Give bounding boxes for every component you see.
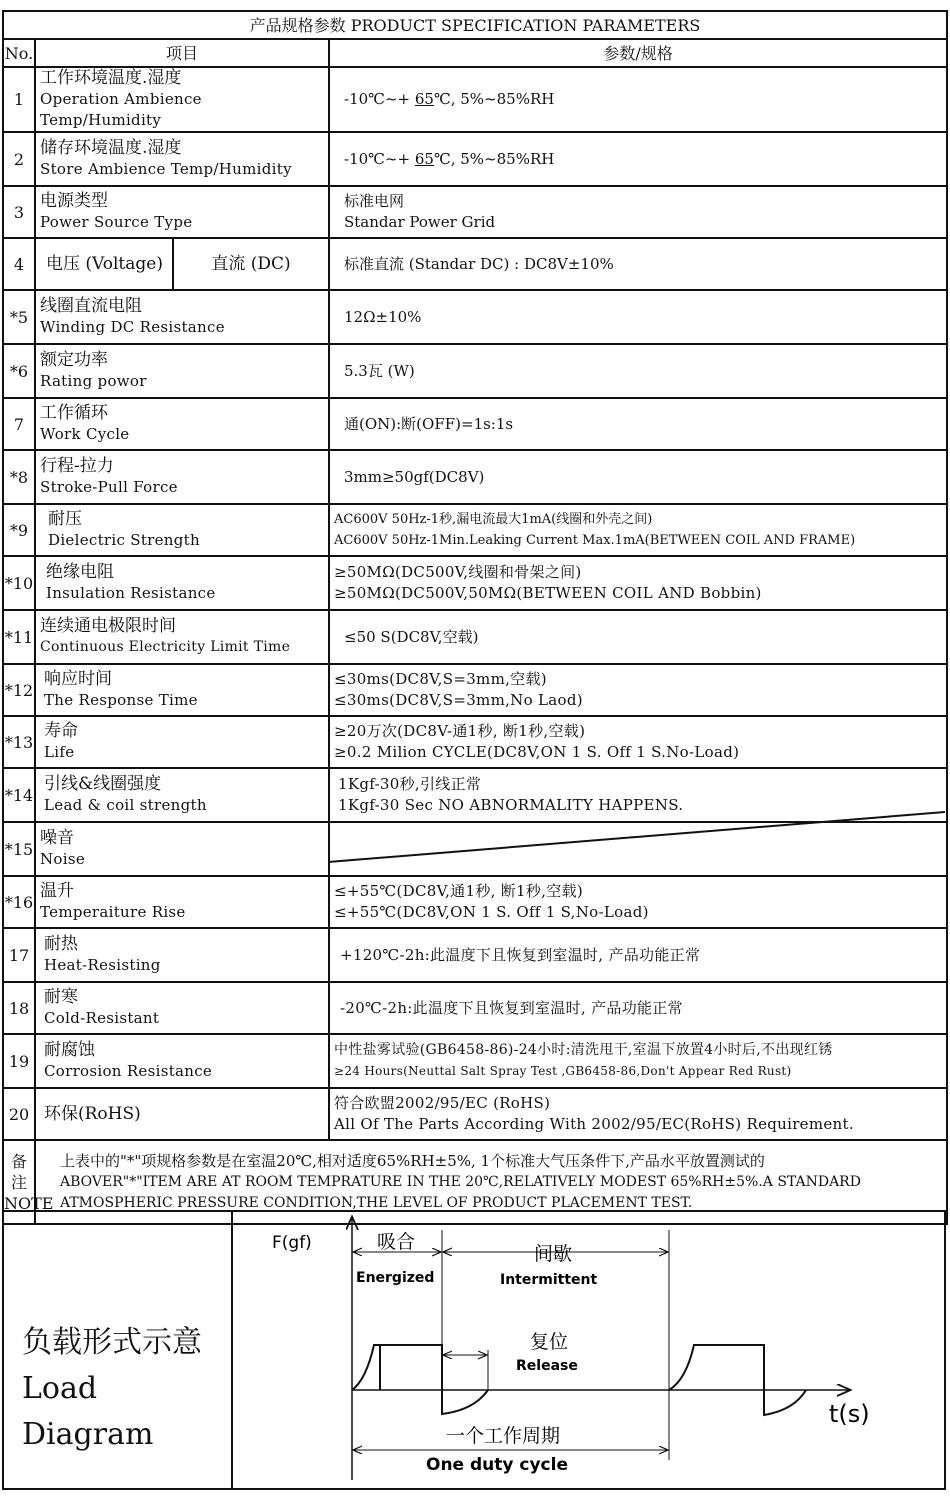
spec-line: AC600V 50Hz-1Min.Leaking Current Max.1mA(BETWEEN COIL AND FRAME) bbox=[334, 533, 856, 548]
note-line: ABOVER"*"ITEM ARE AT ROOM TEMPRATURE IN THE 20℃,RELATIVELY MODEST 65%RH±5%.A STANDARD bbox=[60, 1173, 861, 1190]
note-label-cn: 备注 bbox=[10, 1151, 27, 1192]
item-en: The Response Time bbox=[44, 691, 198, 709]
row-number: *10 bbox=[3, 556, 35, 610]
energized-label-cn: 吸合 bbox=[377, 1231, 416, 1253]
item-en: Temperaiture Rise bbox=[40, 903, 186, 921]
table-row bbox=[3, 716, 947, 768]
row-spec bbox=[329, 504, 947, 556]
row-spec bbox=[329, 132, 947, 186]
spec-line: 标准直流 (Standar DC) : DC8V±10% bbox=[344, 254, 614, 273]
row-spec bbox=[329, 450, 947, 504]
spec-text: -10℃~+ bbox=[344, 90, 415, 108]
row-item bbox=[35, 344, 329, 398]
row-item bbox=[35, 610, 329, 664]
row-number: *16 bbox=[3, 876, 35, 928]
item-en: Store Ambience Temp/Humidity bbox=[40, 160, 292, 178]
item-cn: 工作环境温度.湿度 bbox=[40, 68, 182, 88]
row-number: 7 bbox=[3, 398, 35, 450]
item-en: Heat-Resisting bbox=[44, 956, 161, 974]
table-row bbox=[3, 398, 947, 450]
spec-line: AC600V 50Hz-1秒,漏电流最大1mA(线圈和外壳之间) bbox=[334, 512, 653, 527]
spec-line: 通(ON):断(OFF)=1s:1s bbox=[344, 414, 514, 433]
row-item bbox=[35, 716, 329, 768]
item-cn: 耐寒 bbox=[44, 987, 78, 1007]
table-row bbox=[3, 928, 947, 982]
row-spec bbox=[329, 876, 947, 928]
row-spec bbox=[329, 186, 947, 238]
table-row bbox=[3, 344, 947, 398]
item-cn: 电压 (Voltage) bbox=[46, 253, 163, 274]
release-label-cn: 复位 bbox=[530, 1331, 569, 1353]
spec-text-underlined: 65 bbox=[414, 149, 434, 168]
item-cn: 耐热 bbox=[44, 934, 78, 954]
row-item bbox=[35, 186, 329, 238]
table-row bbox=[3, 132, 947, 186]
item-en: Cold-Resistant bbox=[44, 1009, 160, 1027]
load-title-cn: 负载形式示意 bbox=[22, 1325, 202, 1360]
table-row bbox=[3, 876, 947, 928]
spec-line: ≥24 Hours(Neuttal Salt Spray Test ,GB6458-86,Don't Appear Red Rust) bbox=[334, 1064, 792, 1078]
row-number: *9 bbox=[3, 504, 35, 556]
load-diagram-chart bbox=[234, 1210, 944, 1486]
item-cn: 响应时间 bbox=[44, 669, 112, 689]
row-number: *6 bbox=[3, 344, 35, 398]
spec-line: 12Ω±10% bbox=[344, 307, 422, 326]
item-cn: 耐腐蚀 bbox=[44, 1040, 95, 1060]
spec-line: 1Kgf-30秒,引线正常 bbox=[338, 775, 482, 793]
row-spec bbox=[329, 610, 947, 664]
spec-line: ≥0.2 Milion CYCLE(DC8V,ON 1 S. Off 1 S.No-Load) bbox=[334, 743, 740, 761]
header-item: 项目 bbox=[35, 39, 329, 67]
row-item bbox=[35, 132, 329, 186]
item-cn: 连续通电极限时间 bbox=[40, 616, 176, 636]
spec-line: 3mm≥50gf(DC8V) bbox=[344, 467, 485, 486]
item-en: Corrosion Resistance bbox=[44, 1062, 213, 1080]
table-row bbox=[3, 450, 947, 504]
row-number: *13 bbox=[3, 716, 35, 768]
spec-line: ≤+55℃(DC8V,通1秒, 断1秒,空载) bbox=[334, 882, 584, 900]
energized-label-en: Energized bbox=[356, 1270, 435, 1286]
spec-line: ≤30ms(DC8V,S=3mm,No Laod) bbox=[334, 691, 583, 709]
table-row bbox=[3, 67, 947, 132]
row-item bbox=[35, 504, 329, 556]
row-item bbox=[35, 67, 329, 132]
header-spec: 参数/规格 bbox=[329, 39, 947, 67]
row-spec bbox=[329, 982, 947, 1034]
row-item bbox=[35, 398, 329, 450]
table-row bbox=[3, 186, 947, 238]
item-cn: 绝缘电阻 bbox=[46, 562, 114, 582]
spec-text: -10℃~+ bbox=[344, 149, 415, 168]
row-item bbox=[35, 556, 329, 610]
spec-line: ≥50MΩ(DC500V,50MΩ(BETWEEN COIL AND Bobbin) bbox=[334, 584, 762, 602]
item-en: Operation Ambience Temp/Humidity bbox=[40, 90, 202, 129]
row-spec bbox=[329, 928, 947, 982]
intermittent-label-cn: 间歇 bbox=[534, 1243, 573, 1265]
row-subitem bbox=[173, 238, 329, 290]
item-cn: 噪音 bbox=[40, 828, 74, 848]
table-row bbox=[3, 556, 947, 610]
row-number: 4 bbox=[3, 238, 35, 290]
row-item bbox=[35, 928, 329, 982]
row-item bbox=[35, 1088, 329, 1140]
row-spec bbox=[329, 716, 947, 768]
row-number: 17 bbox=[3, 928, 35, 982]
item-cn: 电源类型 bbox=[40, 191, 108, 211]
note-label-en: NOTE bbox=[4, 1193, 54, 1213]
row-number: 19 bbox=[3, 1034, 35, 1088]
item-cn: 线圈直流电阻 bbox=[40, 296, 142, 316]
note-line: ATMOSPHERIC PRESSURE CONDITION,THE LEVEL OF PRODUCT PLACEMENT TEST. bbox=[60, 1194, 693, 1211]
spec-text: ℃, 5%~85%RH bbox=[433, 90, 555, 108]
waveform-cycle-2 bbox=[669, 1345, 806, 1415]
row-spec bbox=[329, 290, 947, 344]
spec-text: ℃, 5%~85%RH bbox=[433, 149, 555, 168]
spec-line: ≤50 S(DC8V,空载) bbox=[344, 627, 479, 646]
table-row bbox=[3, 238, 947, 290]
row-number: *15 bbox=[3, 822, 35, 876]
item-en: Lead & coil strength bbox=[44, 796, 207, 814]
slash-line bbox=[328, 812, 945, 862]
row-item bbox=[35, 238, 173, 290]
item-en: Noise bbox=[40, 850, 86, 868]
spec-line: +120℃-2h:此温度下且恢复到室温时, 产品功能正常 bbox=[340, 945, 701, 964]
row-number: *14 bbox=[3, 768, 35, 822]
row-item bbox=[35, 876, 329, 928]
spec-line: ≥50MΩ(DC500V,线圈和骨架之间) bbox=[334, 563, 582, 581]
table-row bbox=[3, 1034, 947, 1088]
row-item bbox=[35, 450, 329, 504]
row-spec bbox=[329, 238, 947, 290]
row-item bbox=[35, 982, 329, 1034]
item-en: Insulation Resistance bbox=[46, 584, 216, 602]
noise-not-applicable-slash bbox=[328, 810, 945, 864]
table-row bbox=[3, 664, 947, 716]
item-cn: 引线&线圈强度 bbox=[44, 774, 162, 794]
row-number: *8 bbox=[3, 450, 35, 504]
release-label-en: Release bbox=[516, 1358, 578, 1374]
item-en: Life bbox=[44, 743, 75, 761]
spec-line: 符合欧盟2002/95/EC (RoHS) bbox=[334, 1094, 551, 1112]
spec-line: ≥20万次(DC8V-通1秒, 断1秒,空载) bbox=[334, 722, 586, 740]
item-cn: 储存环境温度.湿度 bbox=[40, 138, 182, 158]
row-spec bbox=[329, 344, 947, 398]
table-row bbox=[3, 982, 947, 1034]
intermittent-label-en: Intermittent bbox=[500, 1272, 598, 1288]
item-cn: 耐压 bbox=[48, 509, 82, 529]
row-item bbox=[35, 822, 329, 876]
item-cn: 寿命 bbox=[44, 721, 78, 741]
x-axis-label: t(s) bbox=[829, 1400, 870, 1428]
table-row bbox=[3, 610, 947, 664]
table-row bbox=[3, 504, 947, 556]
load-diagram-title bbox=[22, 1320, 232, 1458]
item-en: Dielectric Strength bbox=[48, 531, 200, 549]
row-number: 1 bbox=[3, 67, 35, 132]
spec-line: Standar Power Grid bbox=[344, 213, 496, 231]
row-number: *5 bbox=[3, 290, 35, 344]
spec-text-underlined: 65 bbox=[414, 90, 434, 108]
item-en: Power Source Type bbox=[40, 213, 193, 231]
row-spec bbox=[329, 398, 947, 450]
item-sub: 直流 (DC) bbox=[211, 253, 291, 274]
row-number: 18 bbox=[3, 982, 35, 1034]
item-cn: 行程-拉力 bbox=[40, 456, 114, 476]
row-number: 2 bbox=[3, 132, 35, 186]
item-en: Work Cycle bbox=[40, 425, 130, 443]
item-cn: 环保(RoHS) bbox=[44, 1103, 141, 1124]
item-en: Winding DC Resistance bbox=[40, 318, 225, 336]
spec-line: 1Kgf-30 Sec NO ABNORMALITY HAPPENS. bbox=[338, 796, 684, 814]
spec-line: ≤+55℃(DC8V,ON 1 S. Off 1 S,No-Load) bbox=[334, 903, 649, 921]
item-cn: 温升 bbox=[40, 881, 74, 901]
row-spec bbox=[329, 67, 947, 132]
spec-line: ≤30ms(DC8V,S=3mm,空载) bbox=[334, 670, 547, 688]
load-title-en: Load Diagram bbox=[22, 1371, 154, 1452]
row-spec bbox=[329, 1034, 947, 1088]
row-item bbox=[35, 768, 329, 822]
row-number: *12 bbox=[3, 664, 35, 716]
row-item bbox=[35, 1034, 329, 1088]
item-en: Rating powor bbox=[40, 372, 147, 390]
duty-cycle-label-en: One duty cycle bbox=[426, 1455, 568, 1475]
row-number: 3 bbox=[3, 186, 35, 238]
row-spec bbox=[329, 1088, 947, 1140]
row-item bbox=[35, 290, 329, 344]
row-spec bbox=[329, 664, 947, 716]
spec-line: 5.3瓦 (W) bbox=[344, 361, 415, 380]
row-item bbox=[35, 664, 329, 716]
row-number: *11 bbox=[3, 610, 35, 664]
row-number: 20 bbox=[3, 1088, 35, 1140]
item-en: Stroke-Pull Force bbox=[40, 478, 178, 496]
table-title: 产品规格参数 PRODUCT SPECIFICATION PARAMETERS bbox=[3, 11, 947, 39]
item-cn: 工作循环 bbox=[40, 403, 108, 423]
spec-line: 中性盐雾试验(GB6458-86)-24小时:清洗甩干,室温下放置4小时后,不出现红锈 bbox=[334, 1042, 833, 1058]
note-line: 上表中的"*"项规格参数是在室温20℃,相对适度65%RH±5%, 1个标准大气压条件下,产品水平放置测试的 bbox=[60, 1151, 765, 1170]
table-row bbox=[3, 290, 947, 344]
load-diagram-section bbox=[2, 1210, 946, 1490]
spec-line: -20℃-2h:此温度下且恢复到室温时, 产品功能正常 bbox=[340, 998, 683, 1017]
spec-line: All Of The Parts According With 2002/95/EC(RoHS) Requirement. bbox=[334, 1115, 854, 1133]
row-spec bbox=[329, 556, 947, 610]
header-no: No. bbox=[3, 39, 35, 67]
table-row bbox=[3, 1088, 947, 1140]
duty-cycle-label-cn: 一个工作周期 bbox=[446, 1425, 561, 1447]
y-axis-label: F(gf) bbox=[272, 1233, 312, 1253]
spec-table bbox=[2, 10, 948, 1225]
item-cn: 额定功率 bbox=[40, 350, 108, 370]
spec-line: 标准电网 bbox=[344, 192, 405, 210]
item-en: Continuous Electricity Limit Time bbox=[40, 639, 291, 655]
